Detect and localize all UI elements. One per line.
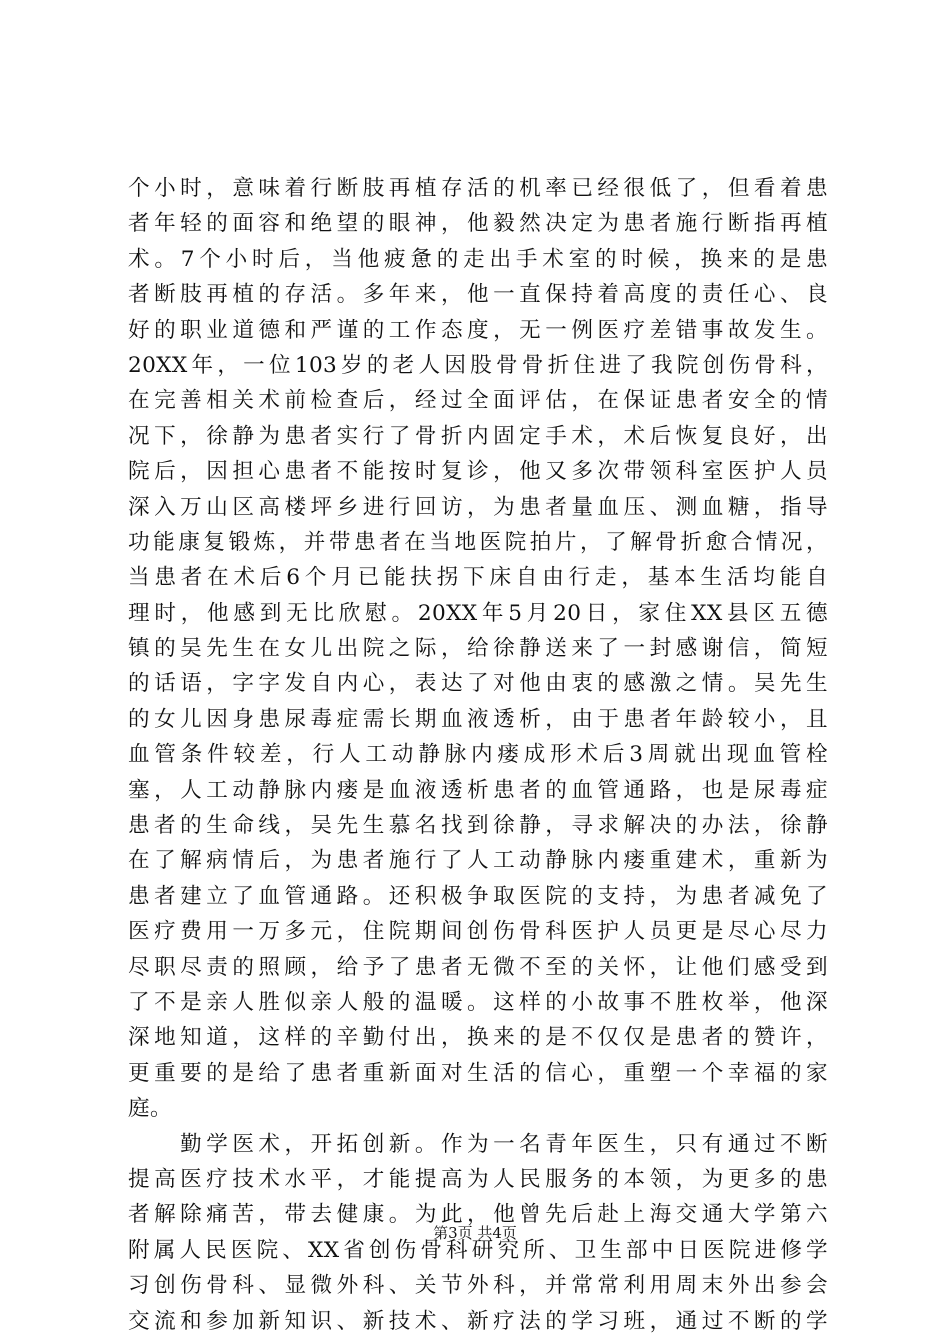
text-line: 医疗费用一万多元，住院期间创伤骨科医护人员更是尽心尽力 <box>128 919 828 945</box>
text-line: 了不是亲人胜似亲人般的温暖。这样的小故事不胜枚举，他深 <box>128 989 828 1015</box>
text-line: 功能康复锻炼，并带患者在当地医院拍片，了解骨折愈合情况， <box>128 529 828 555</box>
text-line: 者断肢再植的存活。多年来，他一直保持着高度的责任心、良 <box>128 282 828 308</box>
text-line: 好的职业道德和严谨的工作态度，无一例医疗差错事故发生。 <box>128 317 828 343</box>
body-text <box>128 171 828 1339</box>
text-line: 况下，徐静为患者实行了骨折内固定手术，术后恢复良好，出 <box>128 423 828 449</box>
text-line: 患者的生命线，吴先生慕名找到徐静，寻求解决的办法，徐静 <box>128 813 828 839</box>
text-line: 附属人民医院、XX省创伤骨科研究所、卫生部中日医院进修学 <box>128 1237 828 1263</box>
text-line: 者解除痛苦，带去健康。为此，他曾先后赴上海交通大学第六 <box>128 1202 828 1228</box>
text-line: 深地知道，这样的辛勤付出，换来的是不仅仅是患者的赞许， <box>128 1025 828 1051</box>
text-line: 更重要的是给了患者重新面对生活的信心，重塑一个幸福的家 <box>128 1060 828 1086</box>
text-line: 个小时，意味着行断肢再植存活的机率已经很低了，但看着患 <box>128 176 828 201</box>
text-line: 提高医疗技术水平，才能提高为人民服务的本领，为更多的患 <box>128 1166 828 1192</box>
page-number-footer: 第3页 共4页 <box>433 1224 517 1242</box>
text-line: 在完善相关术前检查后，经过全面评估，在保证患者安全的情 <box>128 388 828 414</box>
text-line: 患者建立了血管通路。还积极争取医院的支持，为患者减免了 <box>128 883 828 909</box>
text-line: 习创伤骨科、显微外科、关节外科，并常常利用周末外出参会 <box>128 1273 828 1299</box>
text-line: 的话语，字字发自内心，表达了对他由衷的感激之情。吴先生 <box>128 671 828 697</box>
text-line: 当患者在术后6个月已能扶拐下床自由行走，基本生活均能自 <box>128 565 828 591</box>
paragraph-end-line: 庭。 <box>128 1096 172 1122</box>
text-line: 交流和参加新知识、新技术、新疗法的学习班，通过不断的学 <box>128 1308 828 1334</box>
text-line: 在了解病情后，为患者施行了人工动静脉内瘘重建术，重新为 <box>128 848 828 874</box>
text-line: 20XX年，一位103岁的老人因股骨骨折住进了我院创伤骨科， <box>128 352 828 378</box>
paragraph-start-line: 勤学医术，开拓创新。作为一名青年医生，只有通过不断 <box>128 1131 828 1157</box>
text-line: 院后，因担心患者不能按时复诊，他又多次带领科室医护人员 <box>128 459 828 485</box>
text-line: 血管条件较差，行人工动静脉内瘘成形术后3周就出现血管栓 <box>128 742 828 768</box>
text-line: 的女儿因身患尿毒症需长期血液透析，由于患者年龄较小，且 <box>128 706 828 732</box>
text-line: 者年轻的面容和绝望的眼神，他毅然决定为患者施行断指再植 <box>128 211 828 237</box>
text-line: 镇的吴先生在女儿出院之际，给徐静送来了一封感谢信，简短 <box>128 636 828 662</box>
text-line: 塞，人工动静脉内瘘是血液透析患者的血管通路，也是尿毒症 <box>128 777 828 803</box>
text-line: 尽职尽责的照顾，给予了患者无微不至的关怀，让他们感受到 <box>128 954 828 980</box>
text-line: 理时，他感到无比欣慰。20XX年5月20日，家住XX县区五德 <box>128 600 828 626</box>
text-line: 术。7个小时后，当他疲惫的走出手术室的时候，换来的是患 <box>128 246 828 272</box>
text-line: 深入万山区高楼坪乡进行回访，为患者量血压、测血糖，指导 <box>128 494 828 520</box>
